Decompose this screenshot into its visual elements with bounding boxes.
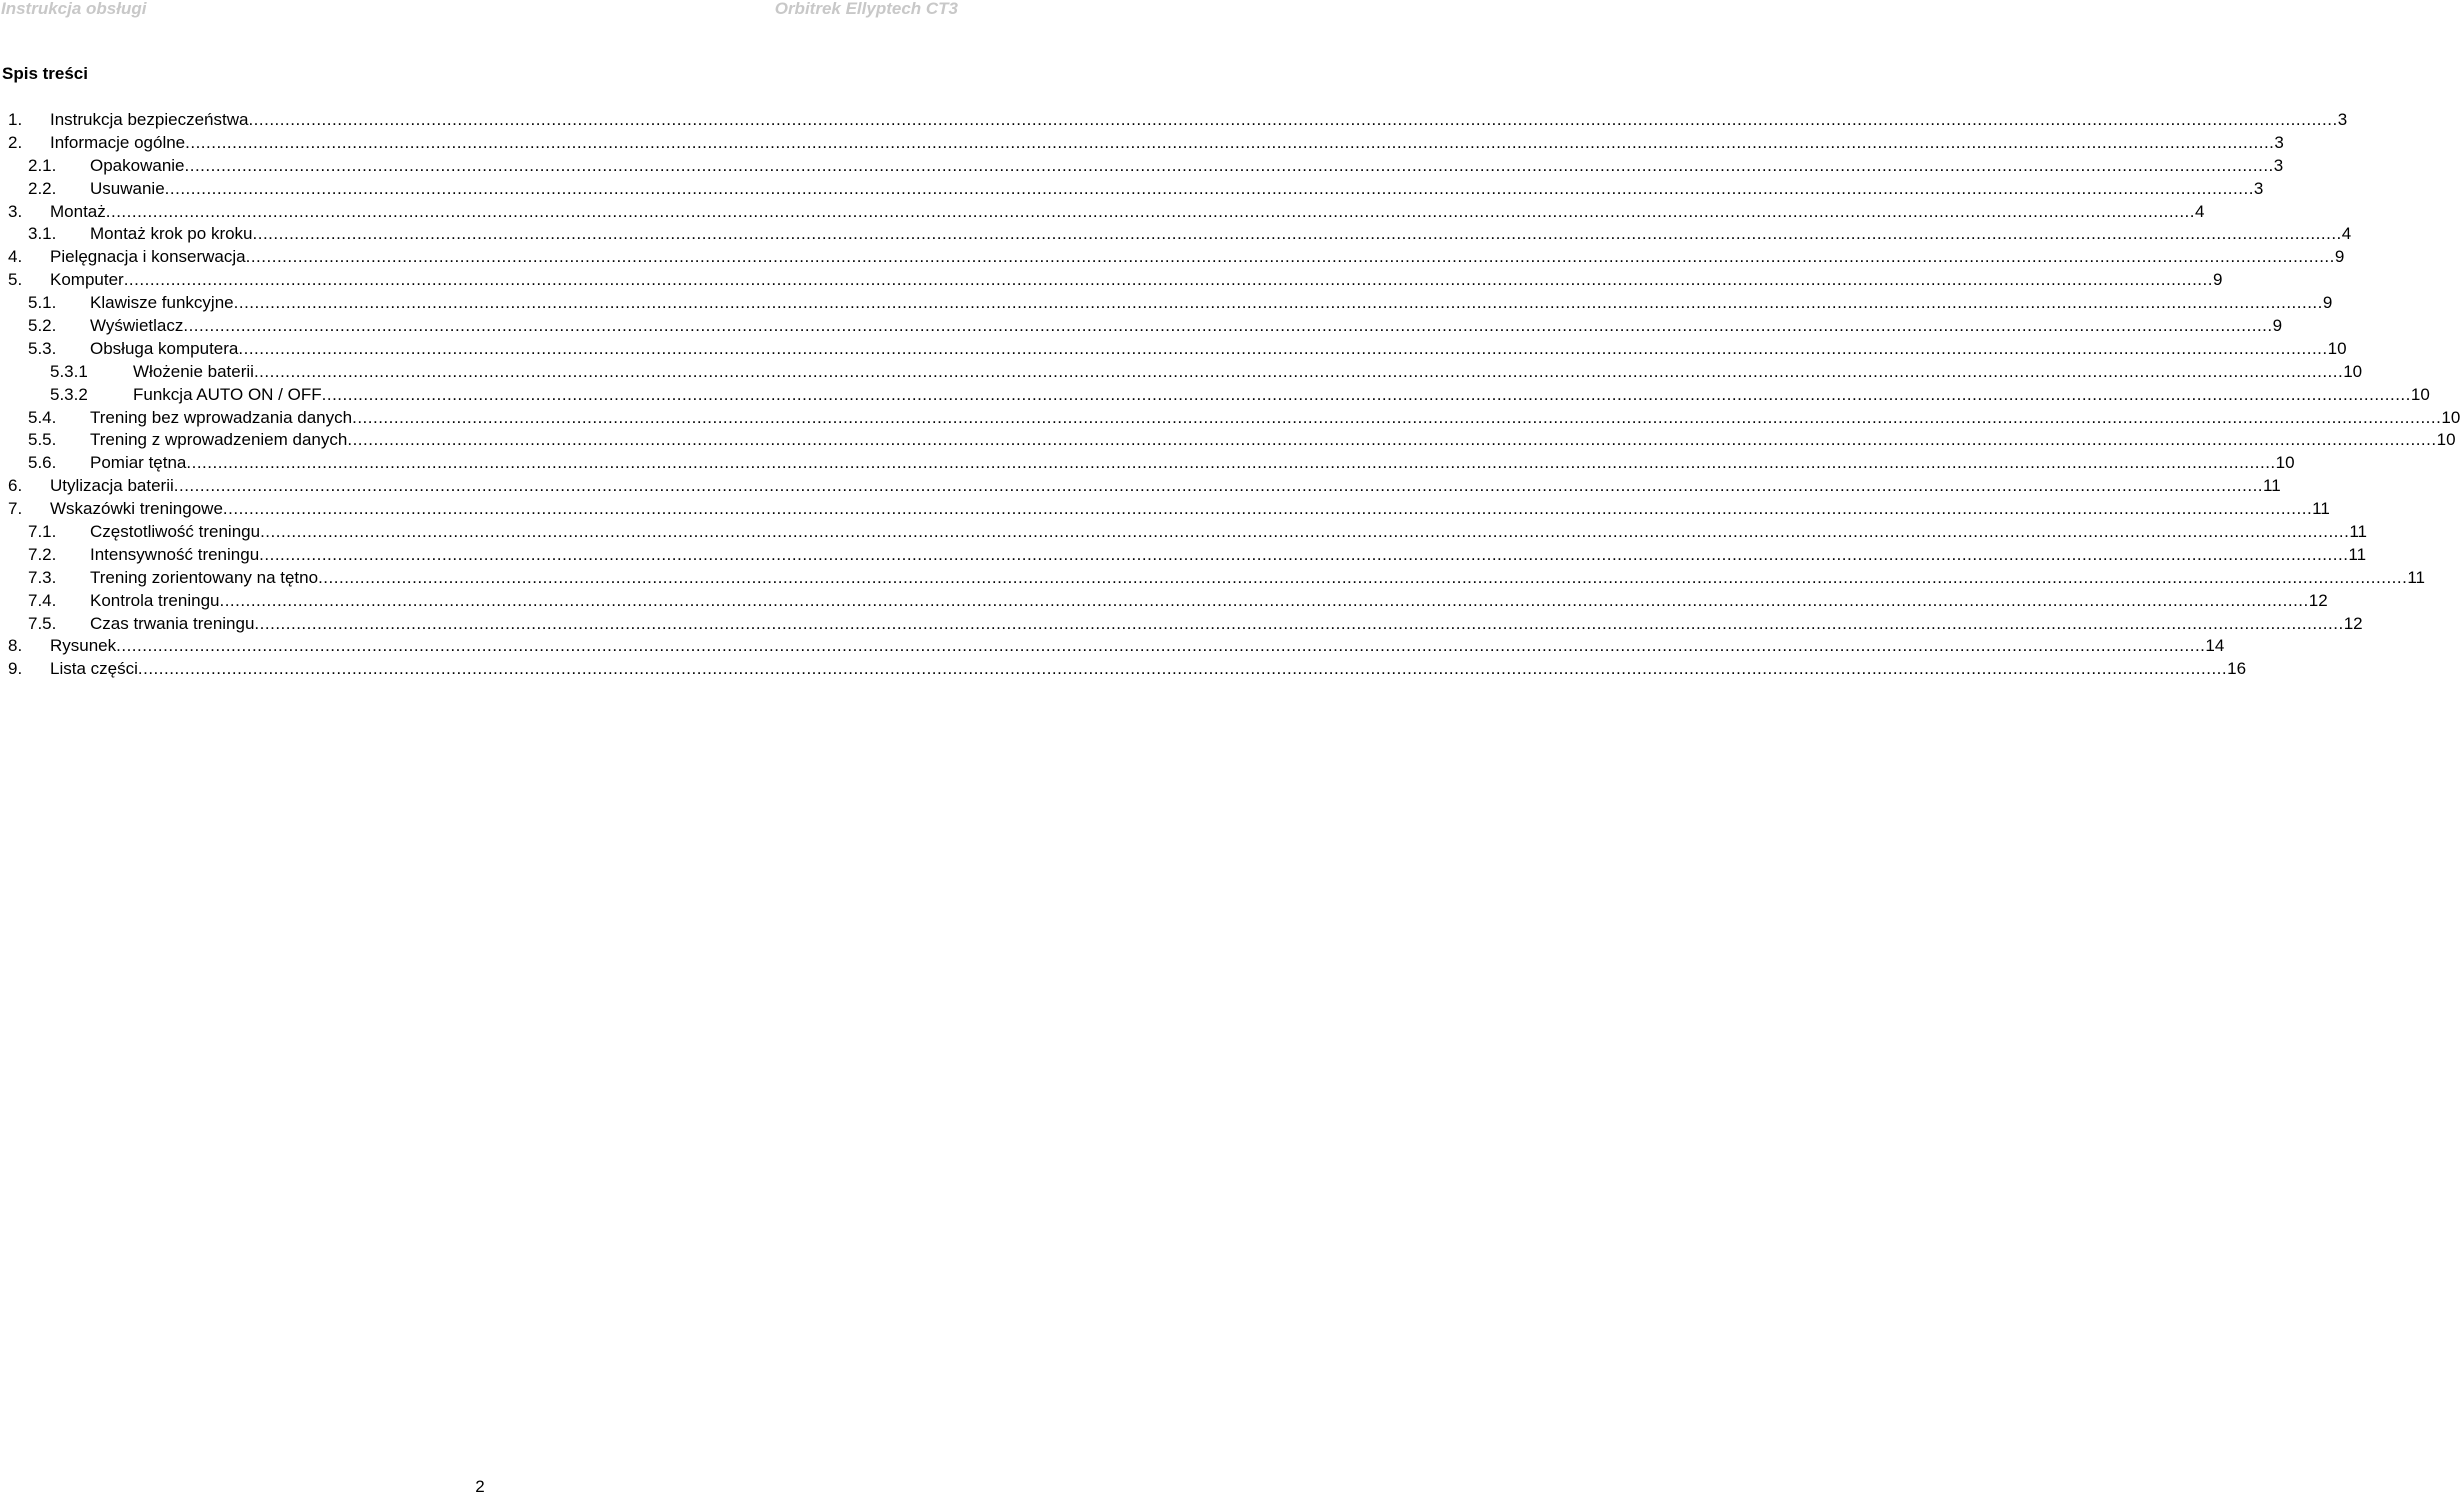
toc-entry-title: Rysunek xyxy=(50,636,117,656)
toc-entry-page: 3 xyxy=(2253,178,2264,198)
toc-entry[interactable] xyxy=(0,452,2295,475)
toc-entry-number: 7.4. xyxy=(28,590,57,610)
toc-heading: Spis treści xyxy=(2,64,88,83)
toc-entry-title: Obsługa komputera xyxy=(90,338,239,358)
toc-entry-leader: ................................................................................................................................................................................................................................................................................................................................................................................................................ xyxy=(260,522,2350,542)
toc-entry-title: Informacje ogólne xyxy=(50,132,186,152)
toc-entry-page: 3 xyxy=(2274,132,2284,152)
header-manual-title: Instrukcja obsługi xyxy=(1,0,147,18)
toc-entry-leader: ................................................................................................................................................................................................................................................................................................................................................................................................................ xyxy=(238,338,2328,358)
toc-entry-number: 3. xyxy=(8,201,23,221)
toc-entry-number: 5.4. xyxy=(28,407,57,427)
toc-entry-number: 5.5. xyxy=(28,430,57,450)
toc-entry-page: 9 xyxy=(2334,247,2345,267)
toc-entry-number: 5.2. xyxy=(28,316,57,336)
toc-entry-leader: ................................................................................................................................................................................................................................................................................................................................................................................................................ xyxy=(184,155,2274,175)
toc-entry-leader: ................................................................................................................................................................................................................................................................................................................................................................................................................ xyxy=(123,270,2213,290)
toc-entry-title: Trening bez wprowadzania danych xyxy=(90,407,353,427)
toc-entry[interactable] xyxy=(0,269,2223,292)
toc-entry-title: Utylizacja baterii xyxy=(50,476,174,496)
toc-entry-leader: ................................................................................................................................................................................................................................................................................................................................................................................................................ xyxy=(105,201,2196,221)
toc-entry-number: 2.2. xyxy=(28,178,57,198)
toc-entry-title: Montaż xyxy=(50,201,106,221)
toc-entry[interactable] xyxy=(0,292,2333,315)
toc-entry-leader: ................................................................................................................................................................................................................................................................................................................................................................................................................ xyxy=(164,178,2254,198)
toc-entry[interactable] xyxy=(0,498,2330,521)
toc-entry[interactable] xyxy=(0,109,2348,132)
toc-entry-page: 14 xyxy=(2205,636,2225,656)
toc-entry-title: Intensywność treningu xyxy=(90,544,260,564)
toc-entry-number: 4. xyxy=(8,247,23,267)
toc-entry-leader: ................................................................................................................................................................................................................................................................................................................................................................................................................ xyxy=(254,613,2344,633)
toc-entry-page: 3 xyxy=(2273,155,2284,175)
toc-entry-page: 11 xyxy=(2312,499,2330,519)
toc-entry-leader: ................................................................................................................................................................................................................................................................................................................................................................................................................ xyxy=(248,110,2338,129)
toc-entry-page: 11 xyxy=(2349,522,2367,542)
toc-entry-leader: ................................................................................................................................................................................................................................................................................................................................................................................................................ xyxy=(222,499,2313,519)
toc-entry-title: Funkcja AUTO ON / OFF xyxy=(133,384,322,404)
toc-entry-title: Usuwanie xyxy=(90,178,165,198)
toc-entry-number: 5. xyxy=(8,270,23,290)
toc-entry-leader: ................................................................................................................................................................................................................................................................................................................................................................................................................ xyxy=(233,293,2323,313)
toc-entry-title: Trening zorientowany na tętno xyxy=(90,567,319,587)
toc-entry-leader: ................................................................................................................................................................................................................................................................................................................................................................................................................ xyxy=(219,590,2309,610)
toc-entry-page: 9 xyxy=(2322,293,2333,313)
toc-entry[interactable] xyxy=(0,361,2363,384)
toc-entry-leader: ................................................................................................................................................................................................................................................................................................................................................................................................................ xyxy=(137,659,2228,679)
toc-entry-number: 5.6. xyxy=(28,453,57,473)
toc-entry-number: 7.3. xyxy=(28,567,57,587)
toc-entry-number: 7. xyxy=(8,499,23,519)
toc-entry-title: Komputer xyxy=(50,270,124,290)
toc-entry[interactable] xyxy=(0,155,2284,178)
toc-entry-title: Klawisze funkcyjne xyxy=(90,293,234,313)
toc-entry-title: Pomiar tętna xyxy=(90,453,187,473)
toc-entry[interactable] xyxy=(0,590,2328,613)
toc-entry-number: 9. xyxy=(8,659,23,679)
toc-entry-title: Czas trwania treningu xyxy=(90,613,255,633)
toc-entry-page: 11 xyxy=(2263,476,2281,496)
toc-entry-title: Kontrola treningu xyxy=(90,590,220,610)
toc-entry[interactable] xyxy=(0,223,2352,246)
toc-entry-title: Wskazówki treningowe xyxy=(50,499,223,519)
toc-entry-number: 3.1. xyxy=(28,224,57,244)
toc-entry-number: 7.2. xyxy=(28,544,57,564)
toc-entry[interactable] xyxy=(0,246,2345,269)
toc-entry-title: Lista części xyxy=(50,659,138,679)
toc-entry-title: Trening z wprowadzeniem danych xyxy=(90,430,348,450)
toc-entry[interactable] xyxy=(0,338,2347,361)
toc-entry-page: 10 xyxy=(2436,430,2456,450)
toc-entry-title: Włożenie baterii xyxy=(133,361,254,381)
toc-entry-page: 10 xyxy=(2410,384,2430,404)
toc-entry-page: 9 xyxy=(2212,270,2223,290)
toc-entry-page: 3 xyxy=(2337,110,2348,129)
toc-entry[interactable] xyxy=(0,567,2425,590)
toc-entry-leader: ................................................................................................................................................................................................................................................................................................................................................................................................................ xyxy=(245,247,2335,267)
toc-entry-page: 11 xyxy=(2348,544,2367,564)
toc-entry-leader: ................................................................................................................................................................................................................................................................................................................................................................................................................ xyxy=(116,636,2206,656)
toc-entry-title: Wyświetlacz xyxy=(90,316,184,336)
toc-entry-number: 5.1. xyxy=(28,293,57,313)
toc-entry[interactable] xyxy=(0,429,2456,452)
toc-entry-title: Częstotliwość treningu xyxy=(90,522,261,542)
toc-entry-number: 7.1. xyxy=(28,522,57,542)
toc-entry-page: 4 xyxy=(2195,201,2205,221)
toc-entry[interactable] xyxy=(0,315,2283,338)
toc-entry[interactable] xyxy=(0,544,2367,567)
toc-entry-leader: ................................................................................................................................................................................................................................................................................................................................................................................................................ xyxy=(259,544,2349,564)
toc-entry-leader: ................................................................................................................................................................................................................................................................................................................................................................................................................ xyxy=(173,476,2264,496)
toc-entry-page: 9 xyxy=(2272,316,2283,336)
toc-entry-leader: ................................................................................................................................................................................................................................................................................................................................................................................................................ xyxy=(252,224,2342,244)
toc-entry[interactable] xyxy=(0,613,2363,636)
toc-entry-number: 5.3.1 xyxy=(50,361,88,381)
toc-entry[interactable] xyxy=(0,407,2460,430)
toc-entry-page: 4 xyxy=(2341,224,2352,244)
toc-entry-page: 12 xyxy=(2308,590,2328,610)
toc-entry-leader: ................................................................................................................................................................................................................................................................................................................................................................................................................ xyxy=(321,384,2411,404)
running-header xyxy=(0,0,960,20)
toc-entry[interactable] xyxy=(0,635,2225,658)
toc-entry-page: 10 xyxy=(2327,338,2347,358)
toc-entry-leader: ................................................................................................................................................................................................................................................................................................................................................................................................................ xyxy=(347,430,2437,450)
toc-entry[interactable] xyxy=(0,384,2430,407)
toc-entry-page: 10 xyxy=(2441,407,2460,427)
toc-entry-number: 8. xyxy=(8,636,23,656)
toc-entry-title: Pielęgnacja i konserwacja xyxy=(50,247,246,267)
toc-entry-leader: ................................................................................................................................................................................................................................................................................................................................................................................................................ xyxy=(352,407,2442,427)
toc-entry-number: 6. xyxy=(8,476,23,496)
toc-entry-title: Instrukcja bezpieczeństwa xyxy=(50,110,249,129)
toc-entry-leader: ................................................................................................................................................................................................................................................................................................................................................................................................................ xyxy=(183,316,2273,336)
toc-entry[interactable] xyxy=(0,521,2367,544)
toc-entry[interactable] xyxy=(0,658,2247,681)
toc-entry-page: 12 xyxy=(2343,613,2363,633)
toc-entry[interactable] xyxy=(0,475,2281,498)
table-of-contents xyxy=(0,109,2460,681)
toc-entry-number: 7.5. xyxy=(28,613,57,633)
toc-entry-leader: ................................................................................................................................................................................................................................................................................................................................................................................................................ xyxy=(185,132,2275,152)
toc-entry[interactable] xyxy=(0,178,2264,201)
toc-entry-leader: ................................................................................................................................................................................................................................................................................................................................................................................................................ xyxy=(253,361,2344,381)
toc-entry-leader: ................................................................................................................................................................................................................................................................................................................................................................................................................ xyxy=(318,567,2408,587)
toc-entry-page: 10 xyxy=(2343,361,2363,381)
toc-entry-page: 10 xyxy=(2275,453,2295,473)
toc-entry-number: 5.3. xyxy=(28,338,57,358)
toc-entry-title: Montaż krok po kroku xyxy=(90,224,253,244)
toc-entry-leader: ................................................................................................................................................................................................................................................................................................................................................................................................................ xyxy=(186,453,2276,473)
toc-entry-number: 2.1. xyxy=(28,155,57,175)
toc-entry-number: 1. xyxy=(8,110,23,129)
toc-entry-title: Opakowanie xyxy=(90,155,185,175)
toc-entry-page: 16 xyxy=(2227,659,2247,679)
toc-entry[interactable] xyxy=(0,132,2284,155)
toc-entry[interactable] xyxy=(0,201,2205,224)
header-product-name: Orbitrek Ellyptech CT3 xyxy=(774,0,958,18)
toc-entry-number: 5.3.2 xyxy=(50,384,88,404)
toc-entry-number: 2. xyxy=(8,132,23,152)
toc-entry-page: 11 xyxy=(2407,567,2425,587)
page-number: 2 xyxy=(475,1477,485,1496)
